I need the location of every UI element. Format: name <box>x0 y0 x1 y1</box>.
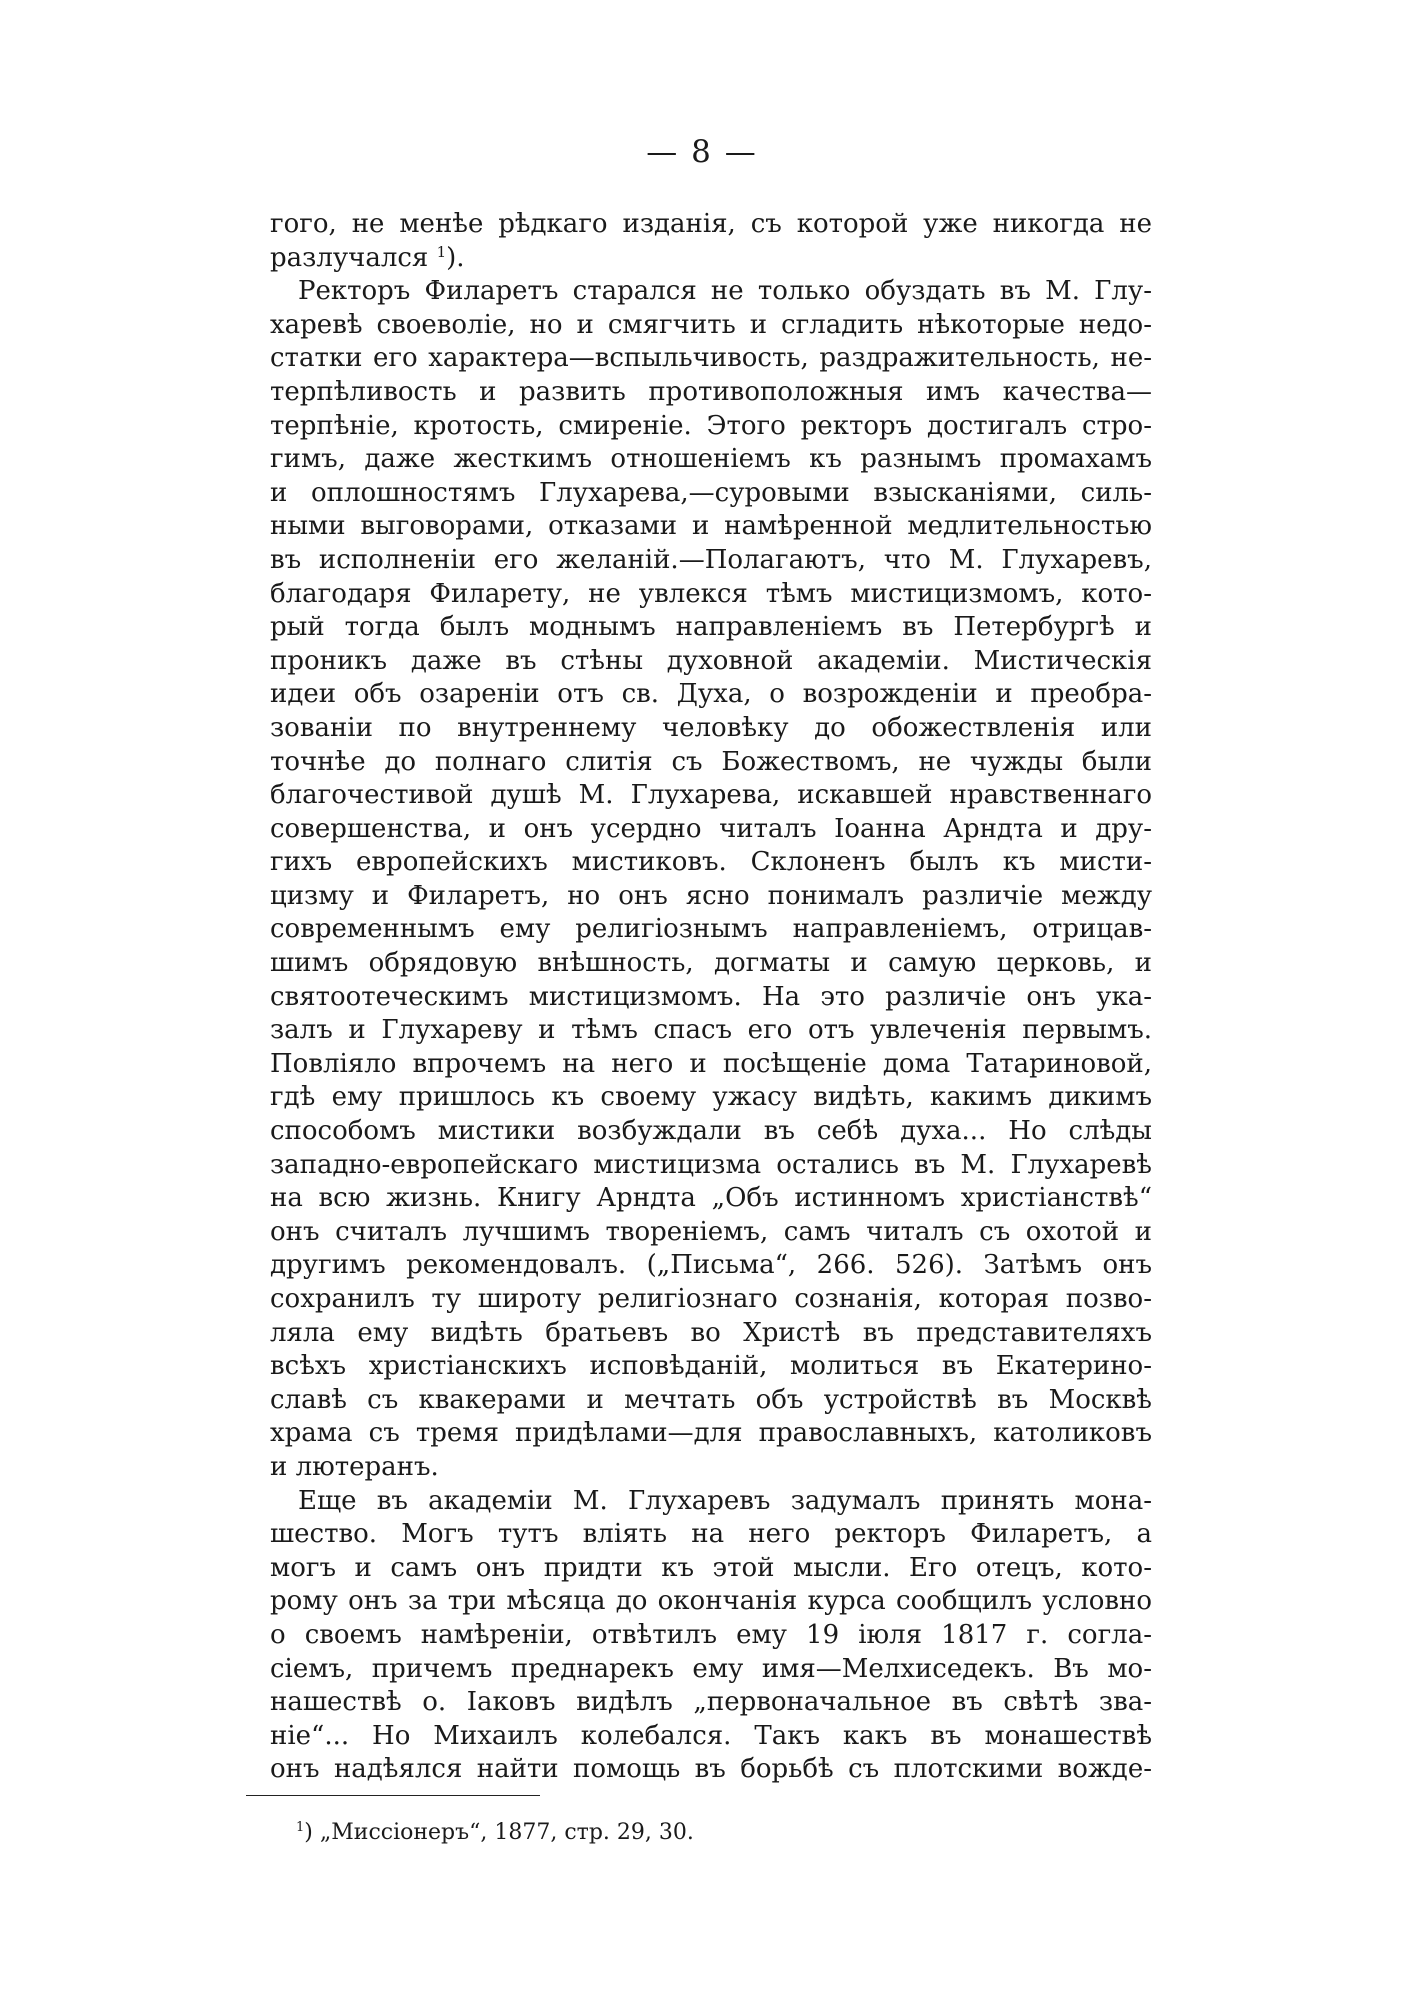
text-line-content: разлучался <box>270 242 429 273</box>
text-line: шество. Могъ тутъ вліять на него ректоръ Филаретъ, а <box>270 1519 1152 1550</box>
text-line: благодаря Филарету, не увлекся тѣмъ мистицизмомъ, кото- <box>270 578 1152 609</box>
text-line: проникъ даже въ стѣны духовной академіи. Мистическія <box>270 645 1152 676</box>
text-line: цизму и Филаретъ, но онъ ясно понималъ различіе между <box>270 880 1152 911</box>
text-line: ніе“... Но Михаилъ колебался. Такъ какъ въ монашествѣ <box>270 1720 1152 1751</box>
footnote-text: ) „Миссіонеръ“, 1877, стр. 29, 30. <box>304 1820 694 1845</box>
text-line: терпѣливость и развить противоположныя имъ качества— <box>270 376 1152 407</box>
footnote-reference: 1 <box>436 242 447 261</box>
text-line: гихъ европейскихъ мистиковъ. Склоненъ былъ къ мисти- <box>270 847 1152 878</box>
text-line: рый тогда былъ моднымъ направленіемъ въ Петербургѣ и <box>270 612 1152 643</box>
text-line: современнымъ ему религіознымъ направленіемъ, отрицав- <box>270 914 1152 945</box>
text-line: славѣ съ квакерами и мечтать объ устройствѣ въ Москвѣ <box>270 1384 1152 1415</box>
footnote-marker: 1 <box>296 1820 305 1835</box>
text-line: способомъ мистики возбуждали въ себѣ духа... Но слѣды <box>270 1116 1152 1147</box>
text-line: могъ и самъ онъ придти къ этой мысли. Его отецъ, кото- <box>270 1552 1152 1583</box>
text-line: идеи объ озареніи отъ св. Духа, о возрожденіи и преобра- <box>270 679 1152 710</box>
text-line: зованіи по внутреннему человѣку до обожествленія или <box>270 712 1152 743</box>
footnote-divider <box>246 1795 540 1796</box>
footnote <box>296 1818 694 1848</box>
text-line: терпѣніе, кротость, смиреніе. Этого ректоръ достигалъ стро- <box>270 410 1152 441</box>
text-line <box>270 242 1152 276</box>
text-line: рому онъ за три мѣсяца до окончанія курса сообщилъ условно <box>270 1586 1152 1617</box>
text-line: о своемъ намѣреніи, отвѣтилъ ему 19 іюля 1817 г. согла- <box>270 1619 1152 1650</box>
text-line: нашествѣ о. Іаковъ видѣлъ „первоначальное въ свѣтѣ зва- <box>270 1687 1152 1718</box>
text-line: храма съ тремя придѣлами—для православныхъ, католиковъ <box>270 1418 1152 1449</box>
text-line: Повліяло впрочемъ на него и посѣщеніе дома Татариновой, <box>270 1048 1152 1079</box>
text-line: западно-европейскаго мистицизма остались въ М. Глухаревѣ <box>270 1149 1152 1180</box>
text-line: всѣхъ христіанскихъ исповѣданій, молиться въ Екатерино- <box>270 1351 1152 1382</box>
text-line: гимъ, даже жесткимъ отношеніемъ къ разнымъ промахамъ <box>270 444 1152 475</box>
text-line: благочестивой душѣ М. Глухарева, искавшей нравственнаго <box>270 780 1152 811</box>
text-line: шимъ обрядовую внѣшность, догматы и самую церковь, и <box>270 948 1152 979</box>
text-line: въ исполненіи его желаній.—Полагаютъ, что М. Глухаревъ, <box>270 544 1152 575</box>
text-line: точнѣе до полнаго слитія съ Божествомъ, не чужды были <box>270 746 1152 777</box>
text-line: сіемъ, причемъ преднарекъ ему имя—Мелхиседекъ. Въ мо- <box>270 1653 1152 1684</box>
text-line: Еще въ академіи М. Глухаревъ задумалъ принять мона- <box>298 1485 1152 1516</box>
body-text <box>270 208 1152 1787</box>
text-line: гдѣ ему пришлось къ своему ужасу видѣть, какимъ дикимъ <box>270 1082 1152 1113</box>
text-line: и лютеранъ. <box>270 1451 439 1482</box>
text-line: и оплошностямъ Глухарева,—суровыми взысканіями, силь- <box>270 477 1152 508</box>
text-line: совершенства, и онъ усердно читалъ Іоанна Арндта и дру- <box>270 813 1152 844</box>
text-line: другимъ рекомендовалъ. („Письма“, 266. 526). Затѣмъ онъ <box>270 1250 1152 1281</box>
page-number: — 8 — <box>646 134 758 170</box>
text-line: онъ надѣялся найти помощь въ борьбѣ съ плотскими вожде- <box>270 1754 1152 1785</box>
text-line: статки его характера—вспыльчивость, раздражительность, не- <box>270 343 1152 374</box>
text-line: сохранилъ ту широту религіознаго сознанія, которая позво- <box>270 1284 1152 1314</box>
text-line: гого, не менѣе рѣдкаго изданія, съ которой уже никогда не <box>270 209 1152 239</box>
text-line: харевѣ своеволіе, но и смягчить и сгладить нѣкоторые недо- <box>270 309 1152 340</box>
footnote-reference-closing: ). <box>446 242 465 273</box>
text-line: святоотеческимъ мистицизмомъ. На это различіе онъ ука- <box>270 981 1152 1012</box>
text-line: Ректоръ Филаретъ старался не только обуздать въ М. Глу- <box>298 276 1152 307</box>
text-line: ными выговорами, отказами и намѣренной медлительностью <box>270 511 1152 542</box>
text-line: онъ считалъ лучшимъ твореніемъ, самъ читалъ съ охотой и <box>270 1216 1152 1247</box>
text-line: ляла ему видѣть братьевъ во Христѣ въ представителяхъ <box>270 1317 1152 1348</box>
text-line: залъ и Глухареву и тѣмъ спасъ его отъ увлеченія первымъ. <box>270 1015 1152 1046</box>
text-line: на всю жизнь. Книгу Арндта „Объ истинномъ христіанствѣ“ <box>270 1183 1152 1214</box>
